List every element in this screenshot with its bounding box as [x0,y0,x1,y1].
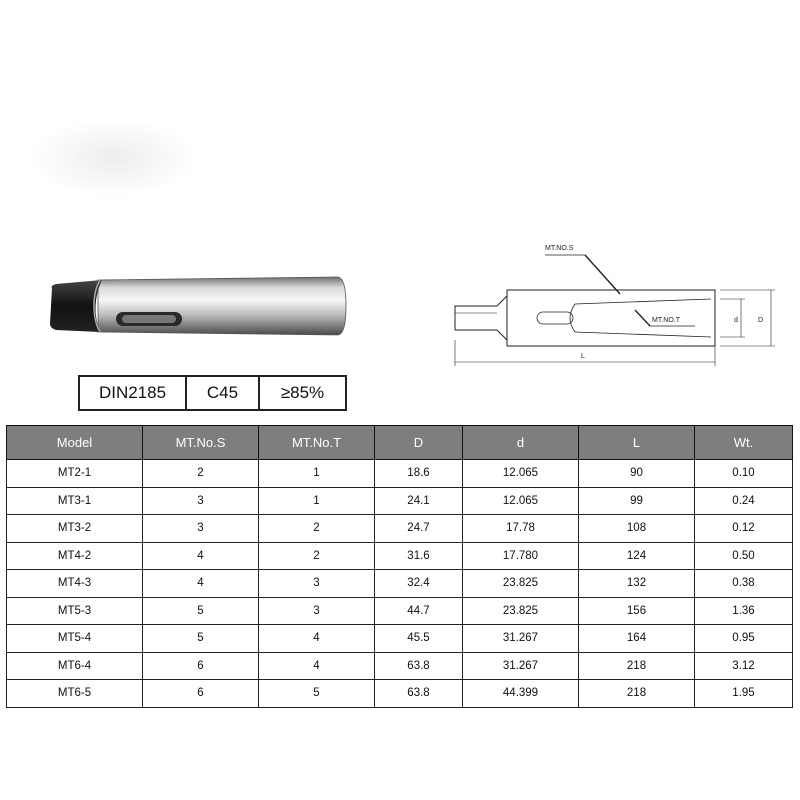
cell-small-d: 12.065 [463,487,579,515]
cell-weight: 1.36 [695,597,793,625]
cell-model: MT4-2 [7,542,143,570]
cell-small-d: 23.825 [463,570,579,598]
cell-mt-no-t: 4 [259,652,375,680]
cell-mt-no-s: 3 [143,515,259,543]
cell-mt-no-s: 6 [143,652,259,680]
table-row [7,597,793,625]
cell-model: MT4-3 [7,570,143,598]
cell-length: 164 [579,625,695,653]
cell-mt-no-t: 2 [259,542,375,570]
cell-small-d: 44.399 [463,680,579,708]
cell-model: MT6-5 [7,680,143,708]
cell-weight: 0.24 [695,487,793,515]
cell-length: 99 [579,487,695,515]
cell-model: MT3-2 [7,515,143,543]
cell-big-d: 31.6 [375,542,463,570]
cell-big-d: 24.7 [375,515,463,543]
cell-big-d: 45.5 [375,625,463,653]
cell-small-d: 12.065 [463,460,579,488]
cell-model: MT6-4 [7,652,143,680]
cell-length: 90 [579,460,695,488]
cell-big-d: 24.1 [375,487,463,515]
label-small-d: d [734,317,738,324]
cell-length: 218 [579,652,695,680]
cell-small-d: 31.267 [463,625,579,653]
cell-length: 124 [579,542,695,570]
cell-mt-no-s: 3 [143,487,259,515]
cell-mt-no-t: 5 [259,680,375,708]
watermark-smudge [28,118,198,198]
cell-model: MT5-4 [7,625,143,653]
cell-mt-no-s: 5 [143,625,259,653]
cell-mt-no-s: 2 [143,460,259,488]
cell-weight: 0.10 [695,460,793,488]
cell-big-d: 44.7 [375,597,463,625]
header-small-d: d [463,426,579,460]
cell-length: 156 [579,597,695,625]
table-row [7,570,793,598]
header-model: Model [7,426,143,460]
cell-big-d: 18.6 [375,460,463,488]
cell-weight: 0.95 [695,625,793,653]
spec-boxes [78,375,347,411]
table-row [7,542,793,570]
cell-length: 108 [579,515,695,543]
cell-mt-no-t: 1 [259,460,375,488]
label-mt-no-t: MT.NO.T [652,317,680,324]
cell-weight: 0.38 [695,570,793,598]
cell-weight: 0.50 [695,542,793,570]
cell-mt-no-t: 1 [259,487,375,515]
technical-drawing [445,238,785,368]
cell-mt-no-t: 2 [259,515,375,543]
label-mt-no-s: MT.NO.S [545,245,574,252]
cell-mt-no-t: 4 [259,625,375,653]
cell-length: 218 [579,680,695,708]
label-length: L [581,353,585,360]
cell-big-d: 63.8 [375,652,463,680]
taper-sleeve-photo [40,270,360,345]
spec-material: C45 [185,375,260,411]
header-mt-no-s: MT.No.S [143,426,259,460]
spec-hardness: ≥85% [258,375,347,411]
table-row [7,460,793,488]
table-row [7,515,793,543]
header-length: L [579,426,695,460]
cell-weight: 0.12 [695,515,793,543]
table-row [7,625,793,653]
cell-small-d: 17.78 [463,515,579,543]
cell-mt-no-s: 5 [143,597,259,625]
cell-mt-no-t: 3 [259,570,375,598]
cell-small-d: 17.780 [463,542,579,570]
cell-big-d: 63.8 [375,680,463,708]
cell-model: MT5-3 [7,597,143,625]
header-weight: Wt. [695,426,793,460]
cell-mt-no-s: 4 [143,542,259,570]
cell-model: MT3-1 [7,487,143,515]
table-header-row [7,426,793,460]
label-big-d: D [758,317,764,324]
table-row [7,487,793,515]
spec-standard: DIN2185 [78,375,187,411]
cell-small-d: 31.267 [463,652,579,680]
cell-mt-no-s: 4 [143,570,259,598]
cell-mt-no-s: 6 [143,680,259,708]
cell-mt-no-t: 3 [259,597,375,625]
cell-big-d: 32.4 [375,570,463,598]
cell-small-d: 23.825 [463,597,579,625]
table-row [7,680,793,708]
cell-length: 132 [579,570,695,598]
cell-weight: 3.12 [695,652,793,680]
cell-model: MT2-1 [7,460,143,488]
cell-weight: 1.95 [695,680,793,708]
spec-table [6,425,792,708]
header-mt-no-t: MT.No.T [259,426,375,460]
header-big-d: D [375,426,463,460]
table-row [7,652,793,680]
